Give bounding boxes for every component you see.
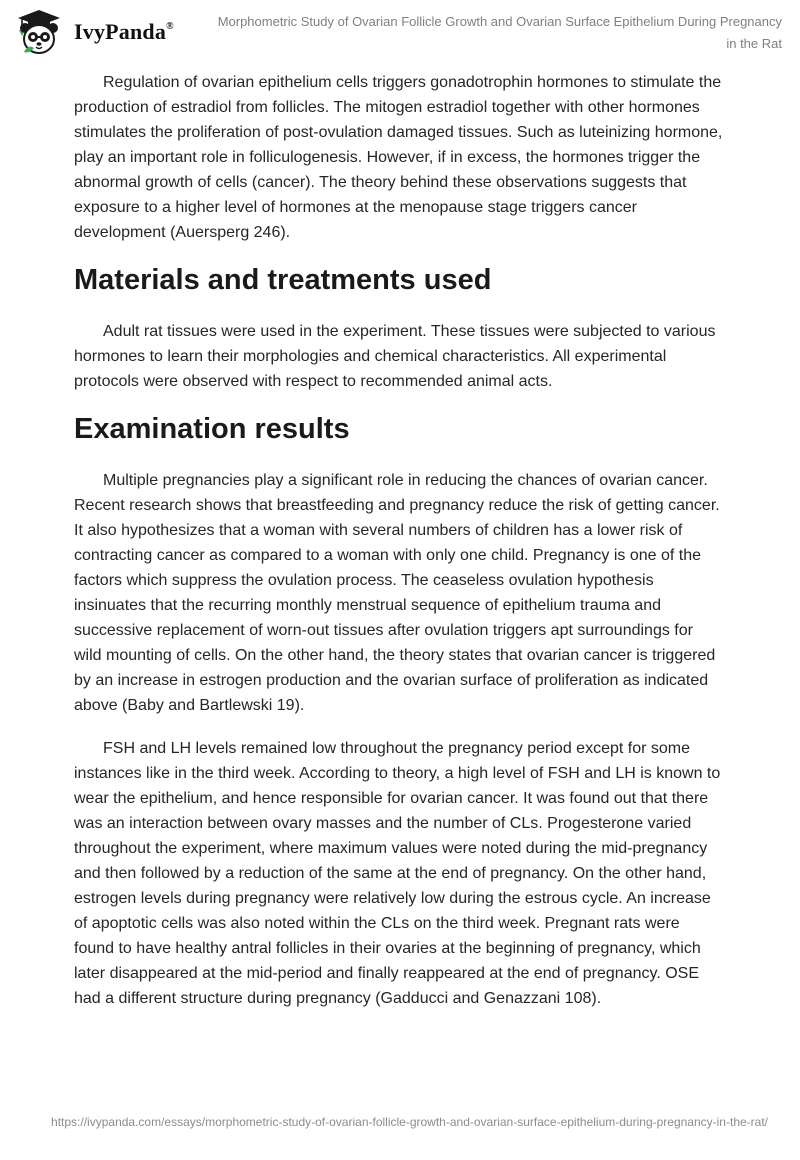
section-heading-materials: Materials and treatments used [74,264,492,296]
page-header [0,0,800,62]
materials-paragraph: Adult rat tissues were used in the experiment. These tissues were subjected to various hormones to learn their morphologies and chemical characteristics. All experimental protocols were observed with respect to recommended animal acts. [74,323,716,390]
intro-paragraph: Regulation of ovarian epithelium cells triggers gonadotrophin hormones to stimulate the production of estradiol from follicles. The mitogen estradiol together with other hormones stimulates the proliferation of post-ovulation damaged tissues. Such as luteinizing hormone, play an important role in folliculogenesis. However, if in excess, the hormones trigger the abnormal growth of cells (cancer). The theory behind these observations suggests that exposure to a higher level of hormones at the menopause stage triggers cancer development (Auersperg 246). [74,74,723,241]
brand-name: IvyPanda® [74,19,174,44]
document-title: Morphometric Study of Ovarian Follicle Growth and Ovarian Surface Epithelium During Pregnancy in the Rat [217,14,782,51]
article-body [74,70,724,1029]
source-url[interactable]: https://ivypanda.com/essays/morphometric-study-of-ovarian-follicle-growth-and-ovarian-surface-epithelium-during-pregnancy-in-the-rat/ [51,1115,768,1129]
panda-graduate-icon [14,8,64,56]
section-heading-results: Examination results [74,413,350,445]
results-paragraph-1: Multiple pregnancies play a significant role in reducing the chances of ovarian cancer. Recent research shows that breastfeeding and pregnancy reduce the risk of getting cancer. It also hypothesizes that a woman with several numbers of children has a lower risk of contracting cancer as compared to a woman with only one child. Pregnancy is one of the factors which suppress the ovulation process. The ceaseless ovulation hypothesis insinuates that the recurring monthly menstrual sequence of epithelium trauma and successive replacement of worn-out tissues after ovulation triggers apt surroundings for wild mounting of cells. On the other hand, the theory states that ovarian cancer is triggered by an increase in estrogen production and the ovarian surface of proliferation as indicated above (Baby and Bartlewski 19). [74,472,720,714]
results-paragraph-2: FSH and LH levels remained low throughout the pregnancy period except for some instances like in the third week. According to theory, a high level of FSH and LH is known to wear the epithelium, and hence responsible for ovarian cancer. It was found out that there was an interaction between ovary masses and the number of CLs. Progesterone varied throughout the experiment, where maximum values were noted during the mid-pregnancy and then followed by a reduction of the same at the end of pregnancy. On the other hand, estrogen levels during pregnancy were relatively low during the estrous cycle. An increase of apoptotic cells was also noted within the CLs on the third week. Pregnant rats were found to have healthy antral follicles in their ovaries at the beginning of pregnancy, which later disappeared at the mid-period and finally reappeared at the end of pregnancy. OSE had a different structure during pregnancy (Gadducci and Genazzani 108). [74,740,721,1007]
ivypanda-logo[interactable] [14,8,174,56]
